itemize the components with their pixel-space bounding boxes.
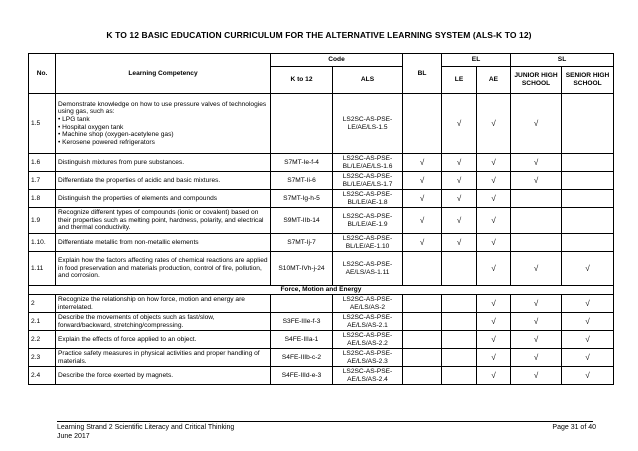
k12-code: S4FE-IIId-e-3 xyxy=(271,367,333,385)
competency-line: • Machine shop (oxygen-acetylene gas) xyxy=(58,131,174,139)
header-el: EL xyxy=(442,54,511,67)
table-row xyxy=(29,208,614,234)
learning-competency xyxy=(56,367,271,385)
learning-competency xyxy=(56,252,271,286)
check-bl xyxy=(403,313,442,331)
competency-line: • LPG tank xyxy=(58,115,90,123)
check-shs xyxy=(562,172,614,190)
k12-code: S4FE-IIIb-c-2 xyxy=(271,349,333,367)
table-row xyxy=(29,331,614,349)
check-ae: √ xyxy=(477,190,511,208)
check-bl xyxy=(403,367,442,385)
check-le: √ xyxy=(442,190,477,208)
check-shs xyxy=(562,190,614,208)
check-bl xyxy=(403,94,442,154)
header-le: LE xyxy=(442,67,477,94)
row-number: 1.7 xyxy=(29,172,56,190)
learning-competency xyxy=(56,172,271,190)
learning-competency xyxy=(56,208,271,234)
header-sl: SL xyxy=(511,54,614,67)
check-ae: √ xyxy=(477,331,511,349)
check-le xyxy=(442,313,477,331)
table-row xyxy=(29,349,614,367)
als-code: LS2SC-AS-PSE-BL/LE/AE-1.10 xyxy=(333,234,403,252)
check-shs: √ xyxy=(562,295,614,313)
row-number: 2.1 xyxy=(29,313,56,331)
table-row xyxy=(29,234,614,252)
check-bl xyxy=(403,349,442,367)
k12-code xyxy=(271,94,333,154)
check-shs xyxy=(562,94,614,154)
check-shs: √ xyxy=(562,349,614,367)
header-k12: K to 12 xyxy=(271,67,333,94)
als-code: LS2SC-AS-PSE-BL/LE/AE-1.9 xyxy=(333,208,403,234)
header-competency: Learning Competency xyxy=(56,54,271,94)
check-bl xyxy=(403,331,442,349)
als-code: LS2SC-AS-PSE-BL/LE/AE/LS-1.6 xyxy=(333,154,403,172)
check-jhs: √ xyxy=(511,172,562,190)
check-jhs: √ xyxy=(511,349,562,367)
competency-line: Recognize the relationship on how force, motion and energy are interrelated. xyxy=(58,295,245,311)
learning-competency xyxy=(56,154,271,172)
row-number: 1.5 xyxy=(29,94,56,154)
check-ae: √ xyxy=(477,234,511,252)
table-row xyxy=(29,172,614,190)
als-code: LS2SC-AS-PSE-BL/LE/AE-1.8 xyxy=(333,190,403,208)
check-jhs xyxy=(511,208,562,234)
check-bl: √ xyxy=(403,190,442,208)
check-ae: √ xyxy=(477,295,511,313)
check-jhs: √ xyxy=(511,94,562,154)
check-jhs xyxy=(511,190,562,208)
competency-line: Differentiate the properties of acidic and basic mixtures. xyxy=(58,176,221,184)
check-jhs xyxy=(511,234,562,252)
row-number: 1.9 xyxy=(29,208,56,234)
table-body-force xyxy=(29,295,614,385)
competency-line: Distinguish mixtures from pure substances. xyxy=(58,158,185,166)
check-shs: √ xyxy=(562,367,614,385)
learning-competency xyxy=(56,190,271,208)
footer-page: Page 31 of 40 xyxy=(552,424,596,431)
k12-code xyxy=(271,295,333,313)
check-ae: √ xyxy=(477,367,511,385)
check-ae: √ xyxy=(477,94,511,154)
competency-line: Demonstrate knowledge on how to use pressure valves of technologies using gas, such as: xyxy=(58,100,267,116)
k12-code: S7MT-Ij-7 xyxy=(271,234,333,252)
header-shs: SENIOR HIGH SCHOOL xyxy=(562,67,614,94)
k12-code: S7MT-Ie-f-4 xyxy=(271,154,333,172)
learning-competency xyxy=(56,331,271,349)
table-row xyxy=(29,94,614,154)
check-shs: √ xyxy=(562,331,614,349)
competency-line: • Hospital oxygen tank xyxy=(58,123,124,131)
k12-code: S3FE-IIIe-f-3 xyxy=(271,313,333,331)
footer-strand: Learning Strand 2 Scientific Literacy and Critical Thinking xyxy=(57,424,235,431)
header-ae: AE xyxy=(477,67,511,94)
learning-competency xyxy=(56,295,271,313)
k12-code: S4FE-IIIa-1 xyxy=(271,331,333,349)
check-le: √ xyxy=(442,172,477,190)
check-shs xyxy=(562,208,614,234)
k12-code: S7MT-Ig-h-5 xyxy=(271,190,333,208)
row-number: 2 xyxy=(29,295,56,313)
header-no: No. xyxy=(29,54,56,94)
check-jhs: √ xyxy=(511,313,562,331)
learning-competency xyxy=(56,349,271,367)
competency-line: • Kerosene powered refrigerators xyxy=(58,138,155,146)
table-row xyxy=(29,190,614,208)
check-le: √ xyxy=(442,154,477,172)
check-jhs: √ xyxy=(511,295,562,313)
check-bl: √ xyxy=(403,154,442,172)
competency-line: Explain the effects of force applied to an object. xyxy=(58,335,197,343)
check-bl: √ xyxy=(403,234,442,252)
check-le: √ xyxy=(442,94,477,154)
document-title: K TO 12 BASIC EDUCATION CURRICULUM FOR THE ALTERNATIVE LEARNING SYSTEM (ALS-K TO 12) xyxy=(106,30,532,40)
check-le xyxy=(442,252,477,286)
als-code: LS2SC-AS-PSE-AE/LS/AS-2.2 xyxy=(333,331,403,349)
check-jhs: √ xyxy=(511,252,562,286)
check-ae: √ xyxy=(477,208,511,234)
check-ae: √ xyxy=(477,172,511,190)
check-bl xyxy=(403,295,442,313)
als-code: LS2SC-AS-PSE-AE/LS/AS-1.11 xyxy=(333,252,403,286)
als-code: LS2SC-AS-PSE-AE/LS/AS-2.3 xyxy=(333,349,403,367)
header-bl: BL xyxy=(403,54,442,94)
row-number: 1.8 xyxy=(29,190,56,208)
row-number: 2.2 xyxy=(29,331,56,349)
header-als: ALS xyxy=(333,67,403,94)
row-number: 1.11 xyxy=(29,252,56,286)
check-le: √ xyxy=(442,234,477,252)
check-ae: √ xyxy=(477,252,511,286)
check-bl xyxy=(403,252,442,286)
check-jhs: √ xyxy=(511,367,562,385)
check-le: √ xyxy=(442,208,477,234)
k12-code: S7MT-Ii-6 xyxy=(271,172,333,190)
competency-line: Explain how the factors affecting rates of chemical reactions are applied in food preservation and materials production, control of fire, pollution, and corrosion. xyxy=(58,257,268,280)
competency-line: Describe the force exerted by magnets. xyxy=(58,371,174,379)
table-section xyxy=(29,286,614,295)
check-le xyxy=(442,367,477,385)
row-number: 1.6 xyxy=(29,154,56,172)
als-code: LS2SC-AS-PSE-AE/LS/AS-2.1 xyxy=(333,313,403,331)
header-code: Code xyxy=(271,54,403,67)
competency-line: Distinguish the properties of elements and compounds xyxy=(58,194,218,202)
table-row xyxy=(29,252,614,286)
check-ae: √ xyxy=(477,313,511,331)
footer-left xyxy=(57,424,234,442)
table-row xyxy=(29,154,614,172)
table-row xyxy=(29,295,614,313)
check-shs: √ xyxy=(562,252,614,286)
row-number: 1.10. xyxy=(29,234,56,252)
footer-date: June 2017 xyxy=(57,432,90,440)
header-jhs: JUNIOR HIGH SCHOOL xyxy=(511,67,562,94)
check-ae: √ xyxy=(477,349,511,367)
competency-line: Describe the movements of objects such as fast/slow, forward/backward, stretching/compressing. xyxy=(58,313,215,329)
curriculum-table xyxy=(28,53,614,385)
check-ae: √ xyxy=(477,154,511,172)
als-code: LS2SC-AS-PSE-BL/LE/AE/LS-1.7 xyxy=(333,172,403,190)
check-jhs: √ xyxy=(511,154,562,172)
als-code: LS2SC-AS-PSE-AE/LS/AS-2.4 xyxy=(333,367,403,385)
check-shs: √ xyxy=(562,313,614,331)
als-code: LS2SC-AS-PSE-LE/AE/LS-1.5 xyxy=(333,94,403,154)
check-le xyxy=(442,331,477,349)
learning-competency xyxy=(56,234,271,252)
competency-line: Practice safety measures in physical activities and proper handling of materials. xyxy=(58,349,260,365)
check-bl: √ xyxy=(403,172,442,190)
check-shs xyxy=(562,234,614,252)
section-heading: Force, Motion and Energy xyxy=(29,286,614,295)
learning-competency xyxy=(56,313,271,331)
check-jhs: √ xyxy=(511,331,562,349)
competency-line: Differentiate metallic from non-metallic elements xyxy=(58,238,199,246)
k12-code: S10MT-IVh-j-24 xyxy=(271,252,333,286)
row-number: 2.4 xyxy=(29,367,56,385)
check-le xyxy=(442,349,477,367)
check-le xyxy=(442,295,477,313)
k12-code: S9MT-IIb-14 xyxy=(271,208,333,234)
table-body-matter xyxy=(29,94,614,286)
check-shs xyxy=(562,154,614,172)
check-bl: √ xyxy=(403,208,442,234)
competency-line: Recognize different types of compounds (ionic or covalent) based on their properties such as melting point, hardness, polarity, and electrical and thermal conductivity. xyxy=(58,209,264,232)
learning-competency xyxy=(56,94,271,154)
als-code: LS2SC-AS-PSE-AE/LS/AS-2 xyxy=(333,295,403,313)
table-row xyxy=(29,367,614,385)
footer-rule xyxy=(57,421,593,422)
table-row xyxy=(29,313,614,331)
row-number: 2.3 xyxy=(29,349,56,367)
